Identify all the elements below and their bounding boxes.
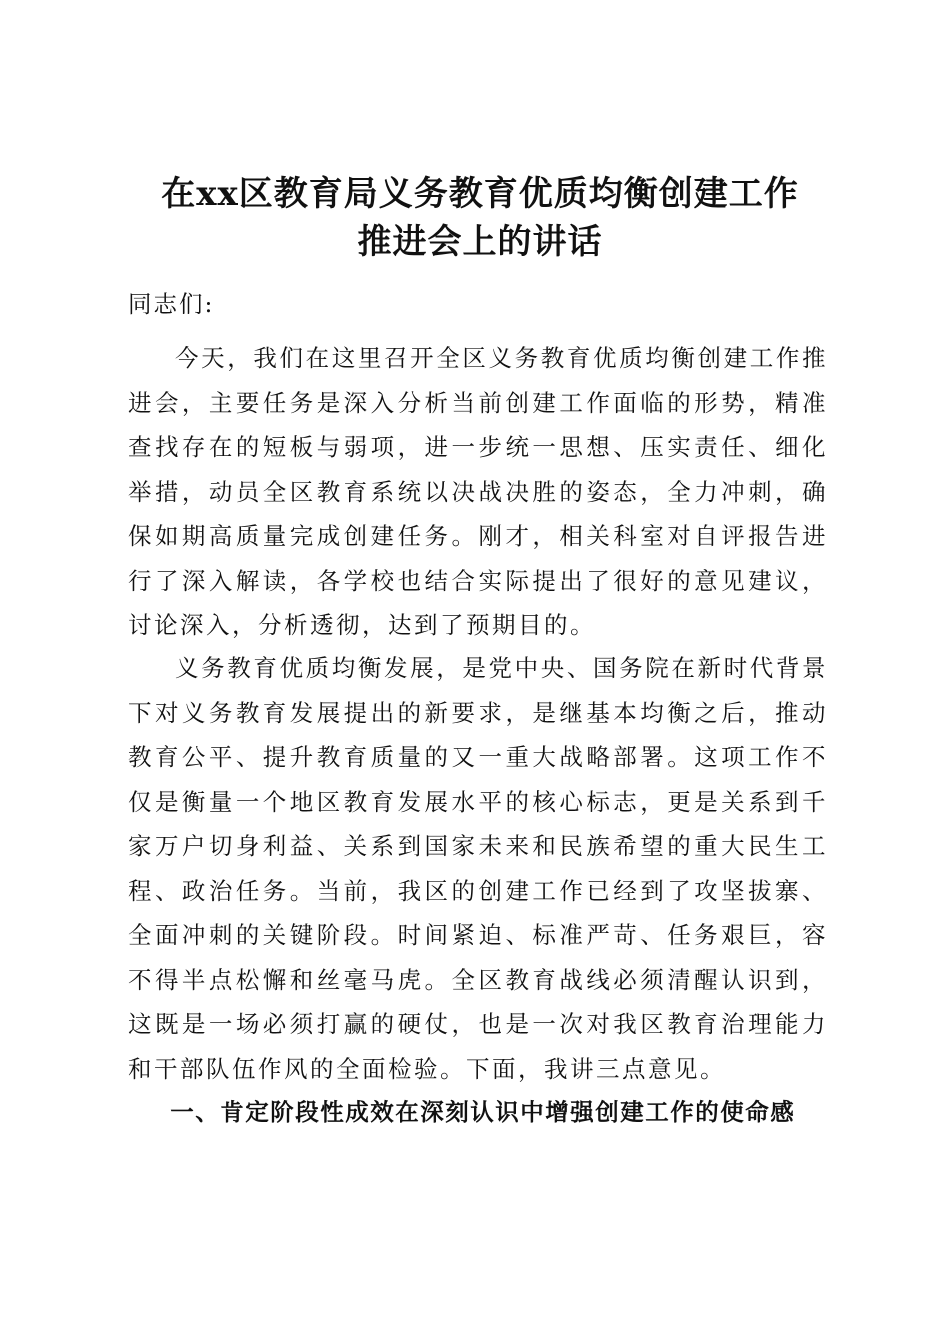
document-title-line-2: 推进会上的讲话 — [357, 222, 603, 262]
salutation: 同志们: — [128, 290, 215, 318]
paragraph-significance: 义务教育优质均衡发展，是党中央、国务院在新时代背景下对义务教育发展提出的新要求，是继基本均衡之后，推动教育公平、提升教育质量的又一重大战略部署。这项工作不仅是衡量一个地区教育发展水平的核心标志，更是关系到千家万户切身利益、关系到国家未来和民族希望的重大民生工程、政治任务。当前，我区的创建工作已经到了攻坚拔寨、全面冲刺的关键阶段。时间紧迫、标准严苛、任务艰巨，容不得半点松懈和丝毫马虎。全区教育战线必须清醒认识到，这既是一场必须打赢的硬仗，也是一次对我区教育治理能力和干部队伍作风的全面检验。下面，我讲三点意见。 — [128, 654, 828, 1083]
section-heading-1: 一、肯定阶段性成效在深刻认识中增强创建工作的使命感 — [170, 1098, 796, 1126]
document-title-line-1: 在xx区教育局义务教育优质均衡创建工作 — [161, 174, 799, 214]
paragraph-opening: 今天，我们在这里召开全区义务教育优质均衡创建工作推进会，主要任务是深入分析当前创建工作面临的形势，精准查找存在的短板与弱项，进一步统一思想、压实责任、细化举措，动员全区教育系统以决战决胜的姿态，全力冲刺，确保如期高质量完成创建任务。刚才，相关科室对自评报告进行了深入解读，各学校也结合实际提出了很好的意见建议，讨论深入，分析透彻，达到了预期目的。 — [128, 344, 828, 639]
